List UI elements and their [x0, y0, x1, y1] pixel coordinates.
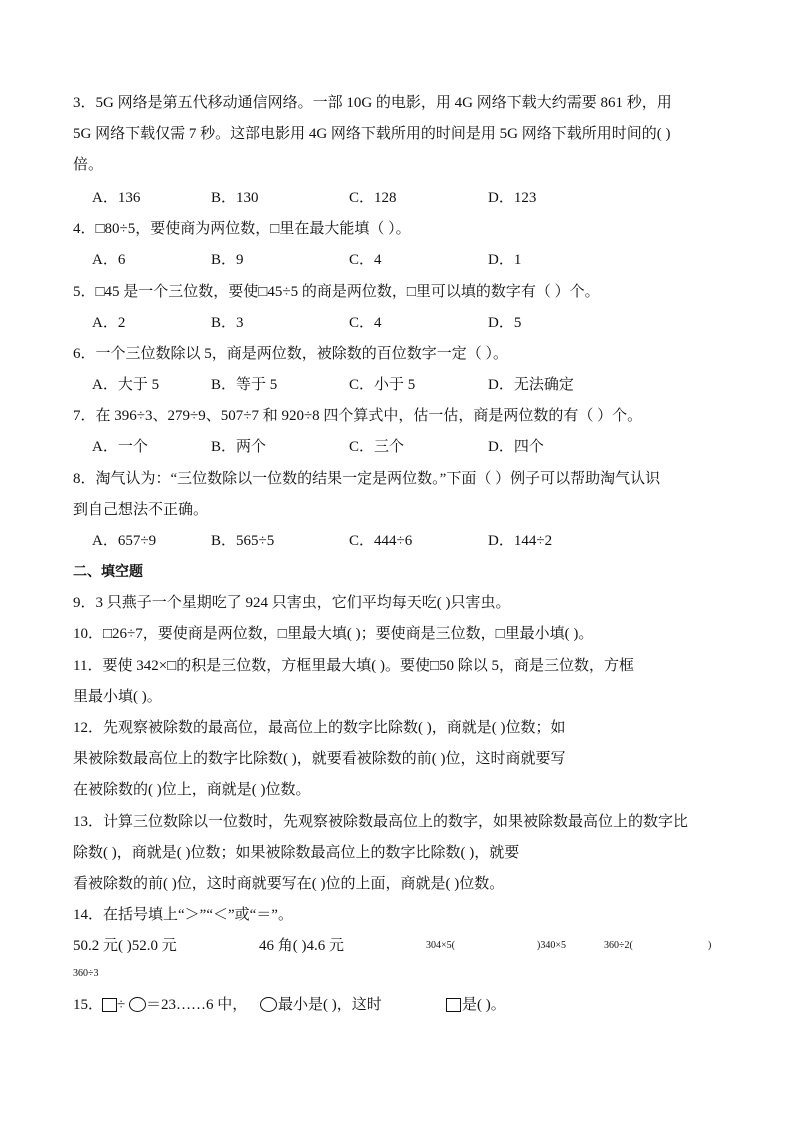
- q15-divide-sign: ÷: [117, 997, 126, 1013]
- q6-option-b: B．等于 5: [211, 377, 278, 393]
- q5-option-d: D．5: [488, 315, 522, 331]
- q12-line3: 在被除数的( )位上，商就是( )位数。: [73, 782, 311, 798]
- q4-option-c: C．4: [349, 252, 382, 268]
- q3-line2: 5G 网络下载仅需 7 秒。这部电影用 4G 网络下载所用的时间是用 5G 网络下载所用时间的( ): [73, 126, 671, 142]
- q12-line1: 12．先观察被除数的最高位，最高位上的数字比除数( )，商就是( )位数；如: [73, 720, 566, 736]
- q7-option-d: D．四个: [488, 439, 544, 455]
- q12-line2: 果被除数最高位上的数字比除数( )，就要看被除数的前( )位，这时商就要写: [73, 751, 566, 767]
- q3-line1: 3．5G 网络是第五代移动通信网络。一部 10G 的电影，用 4G 网络下载大约需要 861 秒，用: [73, 95, 672, 111]
- q5-option-c: C．4: [349, 315, 382, 331]
- q7-stem: 7．在 396÷3、279÷9、507÷7 和 920÷8 四个算式中，估一估，商是两位数的有（ ）个。: [73, 408, 643, 424]
- q3-option-b: B．130: [211, 190, 259, 206]
- q8-line2: 到自己想法不正确。: [73, 502, 209, 518]
- q3-option-a: A．136: [92, 190, 141, 206]
- q8-option-c: C．444÷6: [349, 533, 413, 549]
- q4-option-a: A．6: [92, 252, 126, 268]
- q4-option-b: B．9: [211, 252, 244, 268]
- q5-option-a: A．2: [92, 315, 126, 331]
- q13-line1: 13．计算三位数除以一位数时，先观察被除数最高位上的数字，如果被除数最高位上的数字比: [73, 814, 689, 830]
- square-box-icon: [102, 998, 117, 1012]
- q5-stem: 5．□45 是一个三位数，要使□45÷5 的商是两位数，□里可以填的数字有（ ）个。: [73, 284, 600, 300]
- q4-option-d: D．1: [488, 252, 522, 268]
- q11-line2: 里最小填( )。: [73, 689, 162, 705]
- q7-option-a: A．一个: [92, 439, 148, 455]
- q10-stem: 10．□26÷7，要使商是两位数，□里最大填( )；要使商是三位数，□里最小填( )。: [73, 626, 594, 642]
- q14-item-2: 46 角( )4.6 元: [259, 938, 344, 954]
- q13-line3: 看被除数的前( )位，这时商就要写在( )位的上面，商就是( )位数。: [73, 876, 505, 892]
- circle-icon: [129, 997, 146, 1012]
- q5-option-b: B．3: [211, 315, 244, 331]
- q14-item-4-right: ): [708, 940, 712, 951]
- q15-tail-2: 是( )。: [462, 997, 506, 1013]
- q3-option-c: C．128: [349, 190, 397, 206]
- q14-item-3-right: )340×5: [537, 940, 566, 951]
- q7-option-b: B．两个: [211, 439, 267, 455]
- q6-option-c: C．小于 5: [349, 377, 416, 393]
- section-heading-fill-in: 二、填空题: [73, 564, 143, 580]
- q6-option-d: D．无法确定: [488, 377, 574, 393]
- q15-number: 15．: [73, 997, 104, 1013]
- q15-tail-1: 最小是( )，这时: [278, 997, 382, 1013]
- q8-option-a: A．657÷9: [92, 533, 157, 549]
- q3-option-d: D．123: [488, 190, 537, 206]
- circle-icon: [260, 997, 277, 1012]
- q11-line1: 11．要使 342×□的积是三位数，方框里最大填( )。要使□50 除以 5，商是三位数，方框: [73, 658, 635, 674]
- square-box-icon: [446, 998, 461, 1012]
- q13-line2: 除数( )，商就是( )位数；如果被除数最高位上的数字比除数( )，就要: [73, 845, 520, 861]
- q14-stem: 14．在括号填上“＞”“＜”或“＝”。: [73, 907, 293, 923]
- q8-line1: 8．淘气认为：“三位数除以一位数的结果一定是两位数。”下面（ ）例子可以帮助淘气认识: [73, 471, 661, 487]
- q3-line3: 倍。: [73, 157, 104, 173]
- q14-item-4-continued: 360÷3: [73, 968, 99, 979]
- q14-item-3-left: 304×5(: [426, 940, 455, 951]
- q8-option-d: D．144÷2: [488, 533, 553, 549]
- q8-option-b: B．565÷5: [211, 533, 275, 549]
- q9-stem: 9．3 只燕子一个星期吃了 924 只害虫，它们平均每天吃( )只害虫。: [73, 595, 511, 611]
- q4-stem: 4．□80÷5，要使商为两位数，□里在最大能填（ ）。: [73, 221, 411, 237]
- q6-stem: 6．一个三位数除以 5，商是两位数，被除数的百位数字一定（ ）。: [73, 346, 509, 362]
- q7-option-c: C．三个: [349, 439, 405, 455]
- q14-item-1: 50.2 元( )52.0 元: [73, 938, 177, 954]
- q14-item-4-left: 360÷2(: [604, 940, 633, 951]
- q6-option-a: A．大于 5: [92, 377, 160, 393]
- q15-equation: ＝23……6 中，: [146, 997, 248, 1013]
